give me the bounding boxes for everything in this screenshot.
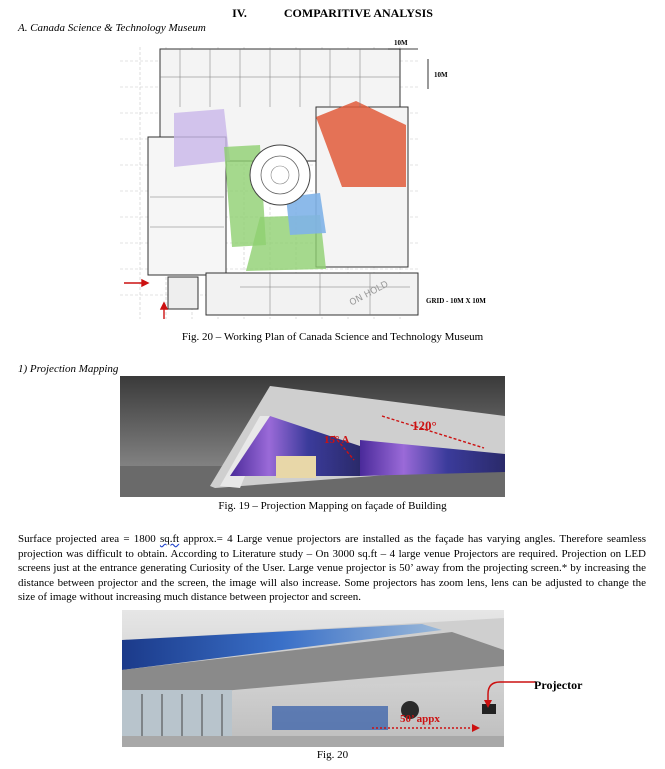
plan-grid-label: GRID - 10M X 10M [426,297,486,305]
projection-facade-image [120,376,505,497]
distance-label: 50’ appx [400,713,440,725]
plan-scale-top-label: 10M [394,39,408,47]
subsection-a-heading: A. Canada Science & Technology Museum [18,22,206,34]
section-number: IV. [232,6,247,20]
fig20-caption: Fig. 20 – Working Plan of Canada Science and Technology Museum [181,331,484,343]
subsection-1-heading: 1) Projection Mapping [18,363,119,375]
projector-label: Projector [534,678,583,692]
projection-facade-photo [120,376,505,497]
floor-plan-drawing [120,37,540,319]
fig19-caption: Fig. 19 – Projection Mapping on façade of Building [218,500,447,512]
paragraph-sqft: sq.ft [159,533,180,545]
projector-distance-image [122,610,504,747]
fig20b-caption: Fig. 20 [316,749,349,761]
angle-small-label: 15° A [324,434,350,446]
plan-stamp: ON HOLD [348,279,391,309]
paragraph-part1: Surface projected area = 1800 [18,533,160,545]
section-title: COMPARITIVE ANALYSIS [283,6,433,20]
projector-arrow [480,676,540,710]
floor-plan-figure [120,37,540,319]
projector-distance-photo [122,610,504,747]
section-heading [0,6,665,21]
projection-paragraph [18,532,646,605]
plan-scale-side-label: 10M [434,71,448,79]
paragraph-part2: approx.= 4 Large venue projectors are installed as the façade has varying angles. Therefore seamless projection was difficult to obtain. According to Literature study – On 3000 sq.ft – 4 large venue Projectors are required. Projection on LED screens just at the entrance generating Curiosity of the User. Large venue projector is 50’ away from the projecting screen.* by increasing the distance between projector and the screen, the image will also increase. Some projectors has zoom lens, lens can be adjusted to change the size of image without increasing much distance between projector and screen. [18,533,647,604]
angle-large-label: 120° [412,418,437,433]
